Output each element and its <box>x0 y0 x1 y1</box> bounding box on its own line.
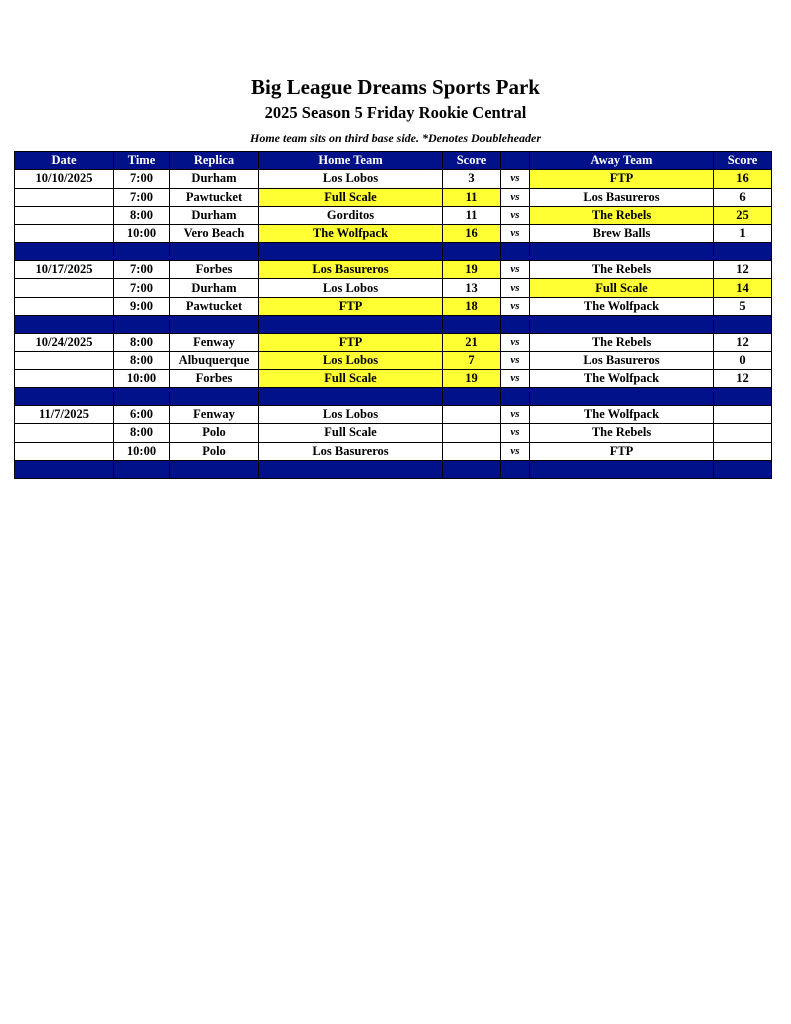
separator-cell <box>15 460 114 478</box>
replica-cell: Vero Beach <box>170 225 259 243</box>
game-row <box>15 406 772 424</box>
replica-cell: Durham <box>170 170 259 188</box>
separator-cell <box>170 388 259 406</box>
separator-cell <box>259 315 443 333</box>
date-cell <box>15 424 114 442</box>
vs-cell: vs <box>501 333 530 351</box>
away-score-cell: 25 <box>714 206 772 224</box>
home-score-cell: 3 <box>443 170 501 188</box>
home-score-cell: 16 <box>443 225 501 243</box>
home-team-cell: Full Scale <box>259 188 443 206</box>
vs-cell: vs <box>501 279 530 297</box>
home-team-cell: Los Lobos <box>259 406 443 424</box>
away-score-cell <box>714 406 772 424</box>
away-team-cell: Full Scale <box>530 279 714 297</box>
separator-cell <box>714 460 772 478</box>
vs-cell: vs <box>501 225 530 243</box>
header-away-team: Away Team <box>530 152 714 170</box>
away-score-cell <box>714 424 772 442</box>
game-row <box>15 170 772 188</box>
seating-note-text: Home team sits on third base side. <box>249 131 419 145</box>
vs-cell: vs <box>501 297 530 315</box>
away-team-cell: FTP <box>530 442 714 460</box>
separator-cell <box>530 460 714 478</box>
week-separator-row <box>15 243 772 261</box>
separator-cell <box>530 243 714 261</box>
week-separator-row <box>15 315 772 333</box>
replica-cell: Albuquerque <box>170 351 259 369</box>
home-score-cell: 19 <box>443 370 501 388</box>
date-cell <box>15 225 114 243</box>
separator-cell <box>15 388 114 406</box>
header-date: Date <box>15 152 114 170</box>
time-cell: 10:00 <box>114 370 170 388</box>
home-team-cell: Full Scale <box>259 370 443 388</box>
away-team-cell: The Wolfpack <box>530 406 714 424</box>
away-score-cell: 14 <box>714 279 772 297</box>
date-cell: 10/17/2025 <box>15 261 114 279</box>
away-score-cell: 1 <box>714 225 772 243</box>
replica-cell: Polo <box>170 424 259 442</box>
home-team-cell: Los Lobos <box>259 170 443 188</box>
away-score-cell: 5 <box>714 297 772 315</box>
date-cell <box>15 297 114 315</box>
separator-cell <box>114 388 170 406</box>
home-score-cell: 13 <box>443 279 501 297</box>
home-team-cell: FTP <box>259 297 443 315</box>
separator-cell <box>259 243 443 261</box>
date-cell: 11/7/2025 <box>15 406 114 424</box>
home-team-cell: FTP <box>259 333 443 351</box>
separator-cell <box>170 315 259 333</box>
home-team-cell: Full Scale <box>259 424 443 442</box>
home-team-cell: Los Basureros <box>259 442 443 460</box>
header-away-score: Score <box>714 152 772 170</box>
doubleheader-note-text: *Denotes Doubleheader <box>422 131 541 145</box>
replica-cell: Pawtucket <box>170 188 259 206</box>
home-team-cell: The Wolfpack <box>259 225 443 243</box>
replica-cell: Pawtucket <box>170 297 259 315</box>
replica-cell: Forbes <box>170 261 259 279</box>
time-cell: 9:00 <box>114 297 170 315</box>
seating-note <box>0 131 791 146</box>
separator-cell <box>443 243 501 261</box>
week-separator-row <box>15 388 772 406</box>
vs-cell: vs <box>501 351 530 369</box>
separator-cell <box>259 388 443 406</box>
game-row <box>15 424 772 442</box>
separator-cell <box>114 243 170 261</box>
away-team-cell: The Rebels <box>530 261 714 279</box>
away-team-cell: FTP <box>530 170 714 188</box>
header-home-score: Score <box>443 152 501 170</box>
game-row <box>15 225 772 243</box>
away-score-cell: 16 <box>714 170 772 188</box>
game-row <box>15 370 772 388</box>
away-team-cell: Brew Balls <box>530 225 714 243</box>
away-team-cell: The Rebels <box>530 206 714 224</box>
time-cell: 10:00 <box>114 225 170 243</box>
date-cell <box>15 351 114 369</box>
replica-cell: Forbes <box>170 370 259 388</box>
date-cell <box>15 188 114 206</box>
home-team-cell: Los Lobos <box>259 279 443 297</box>
date-cell <box>15 279 114 297</box>
replica-cell: Durham <box>170 279 259 297</box>
time-cell: 6:00 <box>114 406 170 424</box>
home-team-cell: Los Lobos <box>259 351 443 369</box>
time-cell: 7:00 <box>114 188 170 206</box>
replica-cell: Durham <box>170 206 259 224</box>
page-title: Big League Dreams Sports Park <box>251 75 540 99</box>
separator-cell <box>15 315 114 333</box>
separator-cell <box>114 315 170 333</box>
schedule-body <box>15 170 772 478</box>
game-row <box>15 188 772 206</box>
home-score-cell <box>443 442 501 460</box>
away-score-cell: 12 <box>714 370 772 388</box>
time-cell: 7:00 <box>114 279 170 297</box>
away-score-cell: 12 <box>714 261 772 279</box>
home-score-cell <box>443 424 501 442</box>
time-cell: 7:00 <box>114 261 170 279</box>
date-cell: 10/24/2025 <box>15 333 114 351</box>
home-score-cell: 11 <box>443 188 501 206</box>
page-subtitle: 2025 Season 5 Friday Rookie Central <box>264 103 527 122</box>
separator-cell <box>501 315 530 333</box>
game-row <box>15 297 772 315</box>
separator-cell <box>114 460 170 478</box>
header-row <box>15 152 772 170</box>
game-row <box>15 351 772 369</box>
away-score-cell: 12 <box>714 333 772 351</box>
separator-cell <box>443 388 501 406</box>
schedule-table <box>14 151 772 479</box>
separator-cell <box>259 460 443 478</box>
home-score-cell: 7 <box>443 351 501 369</box>
vs-cell: vs <box>501 406 530 424</box>
replica-cell: Fenway <box>170 333 259 351</box>
time-cell: 7:00 <box>114 170 170 188</box>
separator-cell <box>15 243 114 261</box>
home-team-cell: Gorditos <box>259 206 443 224</box>
vs-cell: vs <box>501 370 530 388</box>
time-cell: 8:00 <box>114 351 170 369</box>
home-score-cell <box>443 406 501 424</box>
date-cell <box>15 370 114 388</box>
away-score-cell: 6 <box>714 188 772 206</box>
vs-cell: vs <box>501 424 530 442</box>
home-team-cell: Los Basureros <box>259 261 443 279</box>
separator-cell <box>714 388 772 406</box>
replica-cell: Polo <box>170 442 259 460</box>
away-team-cell: The Rebels <box>530 333 714 351</box>
game-row <box>15 333 772 351</box>
home-score-cell: 21 <box>443 333 501 351</box>
header-replica: Replica <box>170 152 259 170</box>
time-cell: 8:00 <box>114 206 170 224</box>
separator-cell <box>530 388 714 406</box>
away-score-cell: 0 <box>714 351 772 369</box>
separator-cell <box>714 315 772 333</box>
date-cell <box>15 442 114 460</box>
away-team-cell: The Wolfpack <box>530 370 714 388</box>
vs-cell: vs <box>501 442 530 460</box>
time-cell: 10:00 <box>114 442 170 460</box>
separator-cell <box>443 460 501 478</box>
home-score-cell: 18 <box>443 297 501 315</box>
date-cell <box>15 206 114 224</box>
away-team-cell: The Rebels <box>530 424 714 442</box>
vs-cell: vs <box>501 261 530 279</box>
time-cell: 8:00 <box>114 424 170 442</box>
game-row <box>15 442 772 460</box>
separator-cell <box>501 243 530 261</box>
week-separator-row <box>15 460 772 478</box>
header-home-team: Home Team <box>259 152 443 170</box>
vs-cell: vs <box>501 206 530 224</box>
separator-cell <box>443 315 501 333</box>
separator-cell <box>170 460 259 478</box>
separator-cell <box>501 460 530 478</box>
header-vs <box>501 152 530 170</box>
away-team-cell: The Wolfpack <box>530 297 714 315</box>
separator-cell <box>530 315 714 333</box>
home-score-cell: 11 <box>443 206 501 224</box>
replica-cell: Fenway <box>170 406 259 424</box>
separator-cell <box>501 388 530 406</box>
vs-cell: vs <box>501 188 530 206</box>
date-cell: 10/10/2025 <box>15 170 114 188</box>
game-row <box>15 279 772 297</box>
away-team-cell: Los Basureros <box>530 351 714 369</box>
time-cell: 8:00 <box>114 333 170 351</box>
game-row <box>15 261 772 279</box>
separator-cell <box>170 243 259 261</box>
game-row <box>15 206 772 224</box>
separator-cell <box>714 243 772 261</box>
away-score-cell <box>714 442 772 460</box>
away-team-cell: Los Basureros <box>530 188 714 206</box>
vs-cell: vs <box>501 170 530 188</box>
header-time: Time <box>114 152 170 170</box>
home-score-cell: 19 <box>443 261 501 279</box>
